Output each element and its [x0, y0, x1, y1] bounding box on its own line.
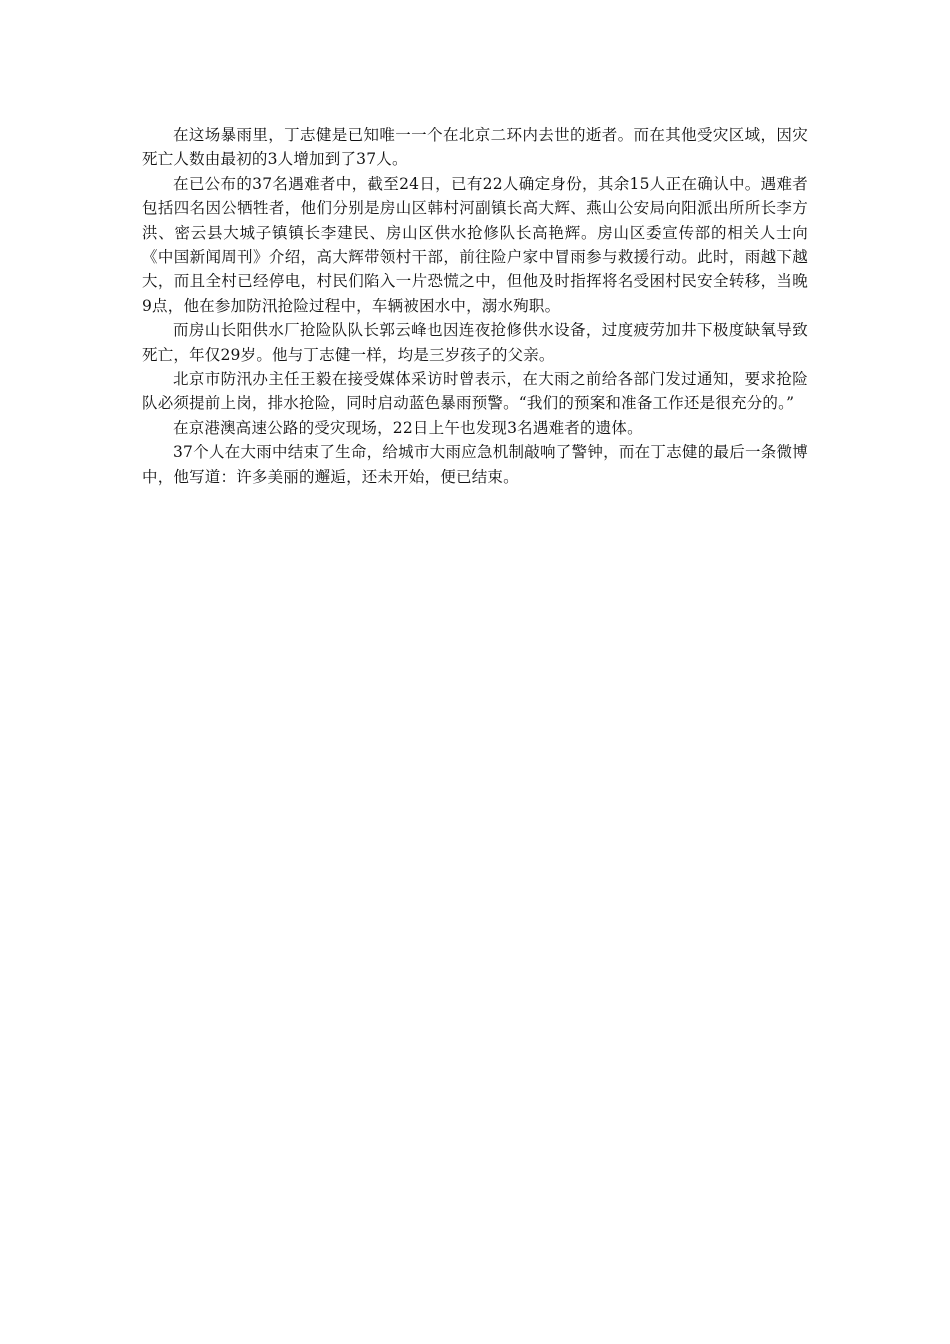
paragraph-6: 37个人在大雨中结束了生命，给城市大雨应急机制敲响了警钟，而在丁志健的最后一条微博中，他写道：许多美丽的邂逅，还未开始，便已结束。 [142, 443, 808, 486]
article-body [142, 123, 808, 489]
paragraph-2: 在已公布的37名遇难者中，截至24日，已有22人确定身份，其余15人正在确认中。遇难者包括四名因公牺牲者，他们分别是房山区韩村河副镇长高大辉、燕山公安局向阳派出所所长李方洪、密云县大城子镇镇长李建民、房山区供水抢修队长高艳辉。房山区委宣传部的相关人士向《中国新闻周刊》介绍，高大辉带领村干部，前往险户家中冒雨参与救援行动。此时，雨越下越大，而且全村已经停电，村民们陷入一片恐慌之中，但他及时指挥将名受困村民安全转移，当晚9点，他在参加防汛抢险过程中，车辆被困水中，溺水殉职。 [142, 174, 808, 315]
paragraph-4: 北京市防汛办主任王毅在接受媒体采访时曾表示，在大雨之前给各部门发过通知，要求抢险队必须提前上岗，排水抢险，同时启动蓝色暴雨预警。“我们的预案和准备工作还是很充分的。” [142, 370, 808, 413]
paragraph-1: 在这场暴雨里，丁志健是已知唯一一个在北京二环内去世的逝者。而在其他受灾区域，因灾死亡人数由最初的3人增加到了37人。 [142, 126, 808, 169]
paragraph-5: 在京港澳高速公路的受灾现场，22日上午也发现3名遇难者的遗体。 [173, 418, 643, 437]
paragraph-3: 而房山长阳供水厂抢险队队长郭云峰也因连夜抢修供水设备，过度疲劳加井下极度缺氧导致死亡，年仅29岁。他与丁志健一样，均是三岁孩子的父亲。 [142, 321, 808, 364]
